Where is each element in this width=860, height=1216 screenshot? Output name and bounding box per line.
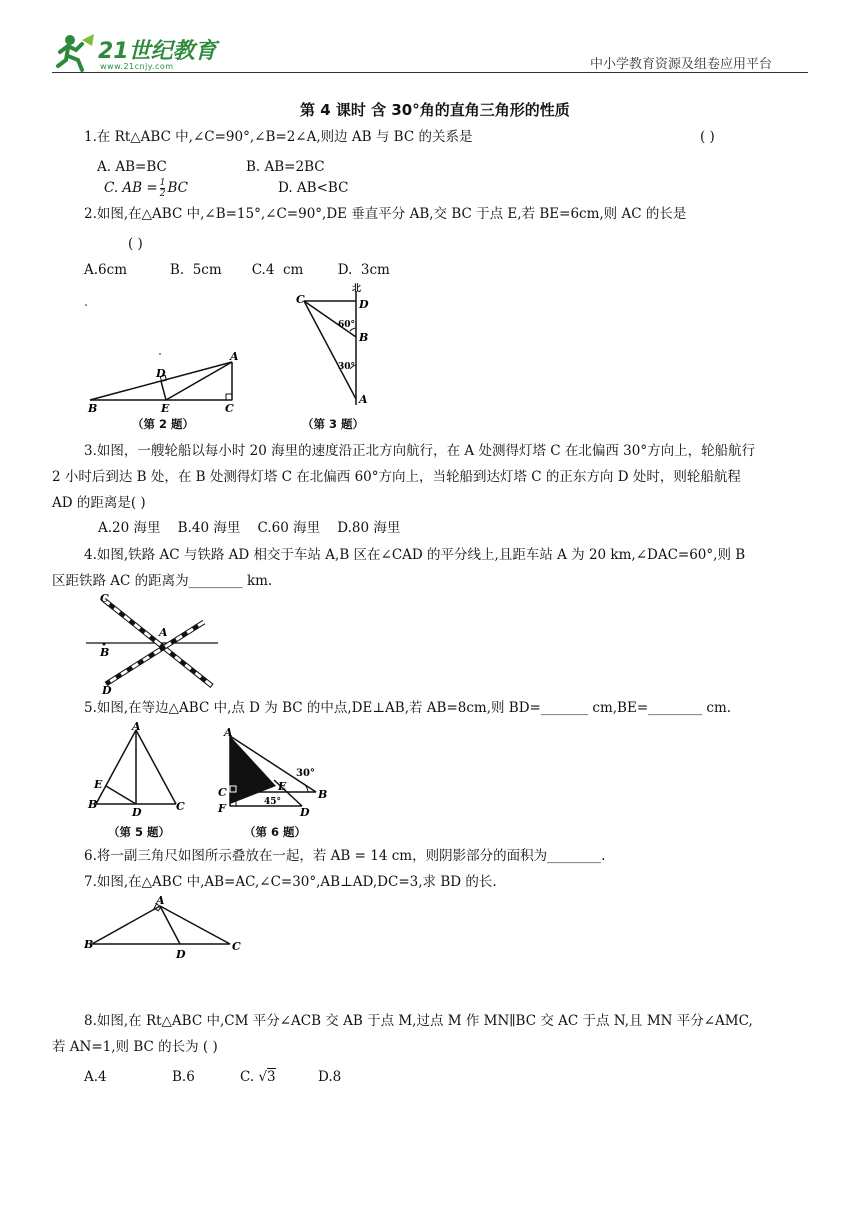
fig6-label-d: D [300, 806, 310, 819]
q1-option-a: A. AB=BC [97, 159, 167, 175]
q1-option-c: C. AB = $\frac{1}{2}$ BC [104, 178, 188, 199]
logo-text: 21世纪教育 [98, 39, 217, 64]
figure-4 [84, 594, 224, 698]
fig2-label-c: C [225, 402, 234, 415]
logo-url: www.21cnjy.com [100, 62, 174, 71]
q3-line-1: 3.如图，一艘轮船以每小时 20 海里的速度沿正北方向航行，在 A 处测得灯塔 C 在北偏西 30°方向上，轮船航行 [84, 443, 756, 459]
q1-stem: 1.在 Rt△ABC 中,∠C=90°,∠B=2∠A,则边 AB 与 BC 的关系是 [84, 129, 473, 145]
fig6-angle-30: 30° [296, 768, 315, 779]
header-rule [52, 72, 808, 73]
fig3-angle-30: 30° [338, 362, 356, 372]
fig6-label-b: B [318, 788, 328, 801]
q8-option-b: B.6 [172, 1069, 195, 1085]
fig6-angle-45: 45° [264, 797, 282, 807]
q8-line-2: 若 AN=1,则 BC 的长为 ( ) [52, 1039, 218, 1055]
q6-stem: 6.将一副三角尺如图所示叠放在一起，若 AB = 14 cm，则阴影部分的面积为________. [84, 848, 606, 864]
figure-5 [86, 722, 186, 818]
fig5-label-e: E [94, 778, 103, 791]
fig4-label-c: C [100, 594, 109, 605]
fig7-label-b: B [84, 938, 94, 951]
fig5-label-c: C [176, 800, 185, 813]
q8-option-a: A.4 [84, 1069, 107, 1085]
page-title: 第 4 课时 含 30°角的直角三角形的性质 [300, 101, 570, 119]
q1-paren: ( ) [700, 129, 715, 145]
figure-5-caption: （第 5 题） [108, 825, 171, 839]
fig2-label-d: D [156, 367, 166, 380]
fig7-label-a: A [156, 894, 165, 907]
fig7-label-c: C [232, 940, 241, 953]
platform-name: 中小学教育资源及组卷应用平台 [590, 57, 773, 72]
fig6-label-e: E [278, 780, 287, 793]
q7-stem: 7.如图,在△ABC 中,AB=AC,∠C=30°,AB⊥AD,DC=3,求 BD 的长. [84, 874, 497, 890]
figure-7 [84, 894, 244, 960]
q2-options: A.6cm B. 5cm C.4 cm D. 3cm [84, 262, 390, 278]
q3-line-3: AD 的距离是( ) [52, 495, 146, 511]
q3-options: A.20 海里 B.40 海里 C.60 海里 D.80 海里 [98, 520, 401, 536]
fig3-label-b: B [359, 331, 369, 344]
fig6-label-f: F [218, 802, 226, 815]
fig3-label-d: D [359, 298, 369, 311]
fig3-label-a: A [359, 393, 368, 406]
q2-paren: ( ) [128, 236, 143, 252]
figure-2 [84, 296, 244, 416]
figure-3 [292, 281, 372, 409]
fig7-label-d: D [176, 948, 186, 960]
fig6-label-a: A [224, 726, 233, 739]
sqrt-icon: √ [258, 1069, 268, 1085]
q8-line-1: 8.如图,在 Rt△ABC 中,CM 平分∠ACB 交 AB 于点 M,过点 M 作 MN∥BC 交 AC 于点 N,且 MN 平分∠AMC, [84, 1013, 753, 1029]
fig4-label-d: D [102, 684, 112, 697]
fig5-label-d: D [132, 806, 142, 818]
q4-line-1: 4.如图,铁路 AC 与铁路 AD 相交于车站 A,B 区在∠CAD 的平分线上,且距车站 A 为 20 km,∠DAC=60°,则 B [84, 547, 746, 563]
fig2-label-b: B [88, 402, 98, 415]
fig5-label-b: B [88, 798, 98, 811]
fig3-label-c: C [296, 293, 305, 306]
fig4-label-a: A [159, 626, 168, 639]
q2-stem: 2.如图,在△ABC 中,∠B=15°,∠C=90°,DE 垂直平分 AB,交 BC 于点 E,若 BE=6cm,则 AC 的长是 [84, 206, 687, 222]
q3-line-2: 2 小时后到达 B 处，在 B 处测得灯塔 C 在北偏西 60°方向上，当轮船到达灯塔 C 的正东方向 D 处时，则轮船航程 [52, 469, 741, 485]
fig3-north: 北 [352, 284, 362, 294]
q8-option-c: C. √3 [240, 1069, 276, 1085]
header-logo [52, 30, 222, 76]
figure-6-caption: （第 6 题） [244, 825, 307, 839]
fig2-label-e: E [161, 402, 170, 415]
q1-option-d: D. AB<BC [278, 180, 349, 196]
fig5-label-a: A [132, 722, 141, 733]
fig2-label-a: A [230, 350, 239, 363]
figure-6 [216, 724, 332, 820]
fig3-angle-60: 60° [338, 320, 356, 330]
q8-option-d: D.8 [318, 1069, 342, 1085]
figure-2-caption: （第 2 题） [132, 417, 195, 431]
q1-option-b: B. AB=2BC [246, 159, 325, 175]
fig6-label-c: C [218, 786, 227, 799]
fig4-label-b: B [100, 646, 110, 659]
figure-3-caption: （第 3 题） [302, 417, 365, 431]
q5-stem: 5.如图,在等边△ABC 中,点 D 为 BC 的中点,DE⊥AB,若 AB=8cm,则 BD=_______ cm,BE=________ cm. [84, 700, 732, 716]
q4-line-2: 区距铁路 AC 的距离为________ km. [52, 573, 273, 589]
